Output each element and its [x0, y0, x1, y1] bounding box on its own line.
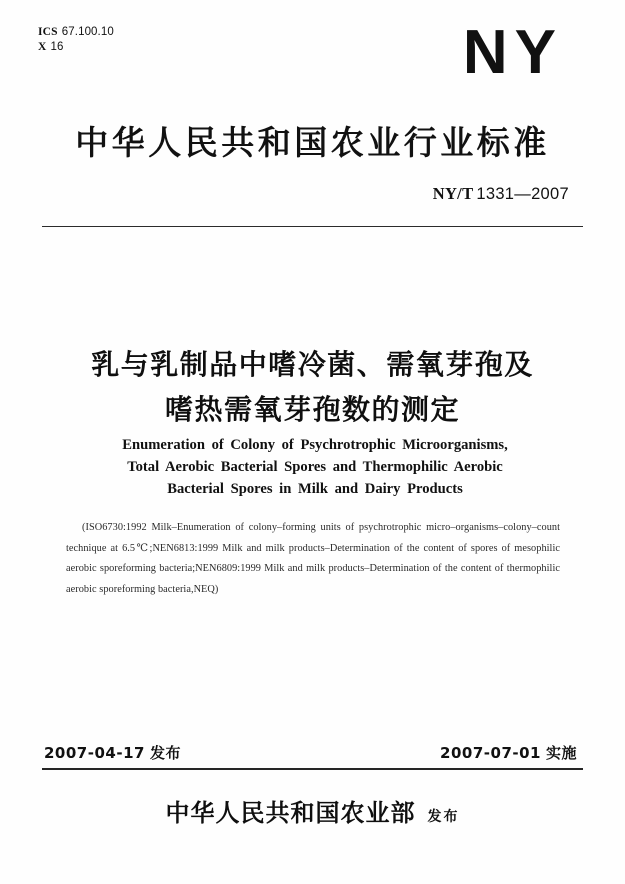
ny-logo: NY — [462, 18, 563, 87]
title-en-line-1: Enumeration of Colony of Psychrotrophic Microorganisms, — [122, 437, 508, 453]
standard-number-prefix: NY/T — [432, 184, 474, 203]
footer-divider-rule — [42, 768, 583, 770]
ics-classification-block — [38, 25, 114, 54]
implementation-date-label: 实施 — [545, 744, 577, 762]
publisher-suffix: 发布 — [427, 809, 460, 825]
title-cn-line-2: 嗜热需氧芽孢数的测定 — [164, 393, 460, 426]
issue-date-value: 2007-04-17 — [44, 744, 145, 762]
class-code-line — [38, 40, 114, 55]
ics-value: 67.100.10 — [61, 26, 114, 38]
ics-label: ICS — [38, 26, 58, 38]
issue-date — [44, 742, 181, 763]
standard-authority-heading: 中华人民共和国农业行业标准 — [75, 123, 550, 162]
header-divider-rule — [42, 226, 583, 227]
issue-date-label: 发布 — [149, 744, 181, 762]
title-en-line-3: Bacterial Spores in Milk and Dairy Products — [167, 481, 463, 497]
ics-code-line — [38, 25, 114, 40]
reference-standards-note: (ISO6730:1992 Milk–Enumeration of colony–forming units of psychrotrophic micro–organisms–colony–count technique at 6.5℃;NEN6813:1999 Milk and milk products–Determination of the content of spores of mesophilic aerobic sporeforming bacteria;NEN6809:1999 Milk and milk products–Determination of the content of thermophilic aerobic sporeforming bacteria,NEQ) — [66, 522, 560, 595]
implementation-date-value: 2007-07-01 — [440, 744, 541, 762]
class-value: 16 — [50, 40, 64, 53]
standard-number-value: 1331—2007 — [476, 185, 569, 203]
standard-number — [433, 184, 569, 204]
page-title-chinese — [0, 342, 625, 432]
title-en-line-2: Total Aerobic Bacterial Spores and Thermophilic Aerobic — [127, 459, 503, 475]
title-cn-line-1: 乳与乳制品中嗜冷菌、需氧芽孢及 — [91, 348, 534, 381]
class-label: X — [38, 40, 47, 53]
implementation-date — [440, 742, 577, 763]
publisher-name: 中华人民共和国农业部 — [165, 798, 416, 827]
publisher-line — [0, 793, 625, 828]
page-title-english — [95, 434, 535, 500]
